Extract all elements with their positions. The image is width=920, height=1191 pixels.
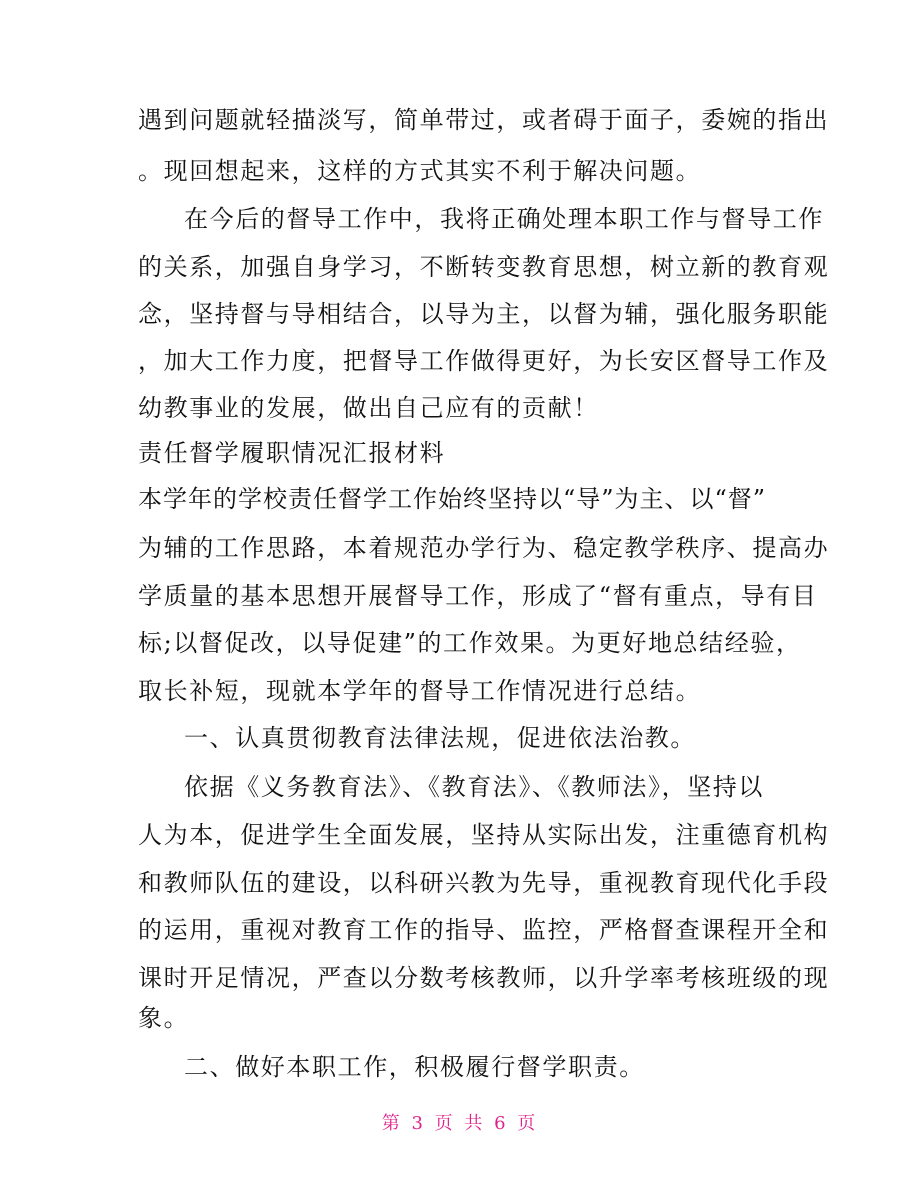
paragraph-4-line-4: 的运用，重视对教育工作的指导、监控，严格督查课程开全和: [138, 916, 830, 944]
paragraph-3-line-1: 本学年的学校责任督学工作始终坚持以“导”为主、以“督”: [138, 485, 767, 513]
paragraph-4-line-1: 依据《义务教育法》、《教育法》、《教师法》，坚持以: [184, 773, 764, 801]
paragraph-4-line-5: 课时开足情况，严查以分数考核教师，以升学率考核班级的现: [138, 964, 830, 992]
paragraph-3-line-4: 标;以督促改，以导促建”的工作效果。为更好地总结经验，: [138, 629, 802, 657]
paragraph-2-line-4: ，加大工作力度，把督导工作做得更好，为长安区督导工作及: [138, 347, 830, 375]
heading-two: 二、做好本职工作，积极履行督学职责。: [184, 1053, 645, 1081]
paragraph-2-line-5: 幼教事业的发展，做出自己应有的贡献！: [138, 394, 599, 422]
heading-one: 一、认真贯彻教育法律法规，促进依法治教。: [184, 724, 696, 752]
paragraph-3-line-3: 学质量的基本思想开展督导工作，形成了“督有重点，导有目: [138, 582, 818, 610]
section-title: 责任督学履职情况汇报材料: [138, 439, 446, 467]
paragraph-2-line-1: 在今后的督导工作中，我将正确处理本职工作与督导工作: [184, 205, 824, 233]
paragraph-4-line-6: 象。: [138, 1004, 190, 1032]
page-number-footer: 第 3 页 共 6 页: [381, 1113, 539, 1134]
text-line-2: 。现回想起来，这样的方式其实不利于解决问题。: [138, 157, 702, 185]
paragraph-4-line-3: 和教师队伍的建设，以科研兴教为先导，重视教育现代化手段: [138, 869, 830, 897]
paragraph-4-line-2: 人为本，促进学生全面发展，坚持从实际出发，注重德育机构: [138, 821, 830, 849]
paragraph-2-line-3: 念，坚持督与导相结合，以导为主，以督为辅，强化服务职能: [138, 300, 830, 328]
text-line-1: 遇到问题就轻描淡写，简单带过，或者碍于面子，委婉的指出: [138, 106, 830, 134]
paragraph-3-line-5: 取长补短，现就本学年的督导工作情况进行总结。: [138, 677, 702, 705]
paragraph-3-line-2: 为辅的工作思路，本着规范办学行为、稳定教学秩序、提高办: [138, 534, 830, 562]
paragraph-2-line-2: 的关系，加强自身学习，不断转变教育思想，树立新的教育观: [138, 253, 830, 281]
